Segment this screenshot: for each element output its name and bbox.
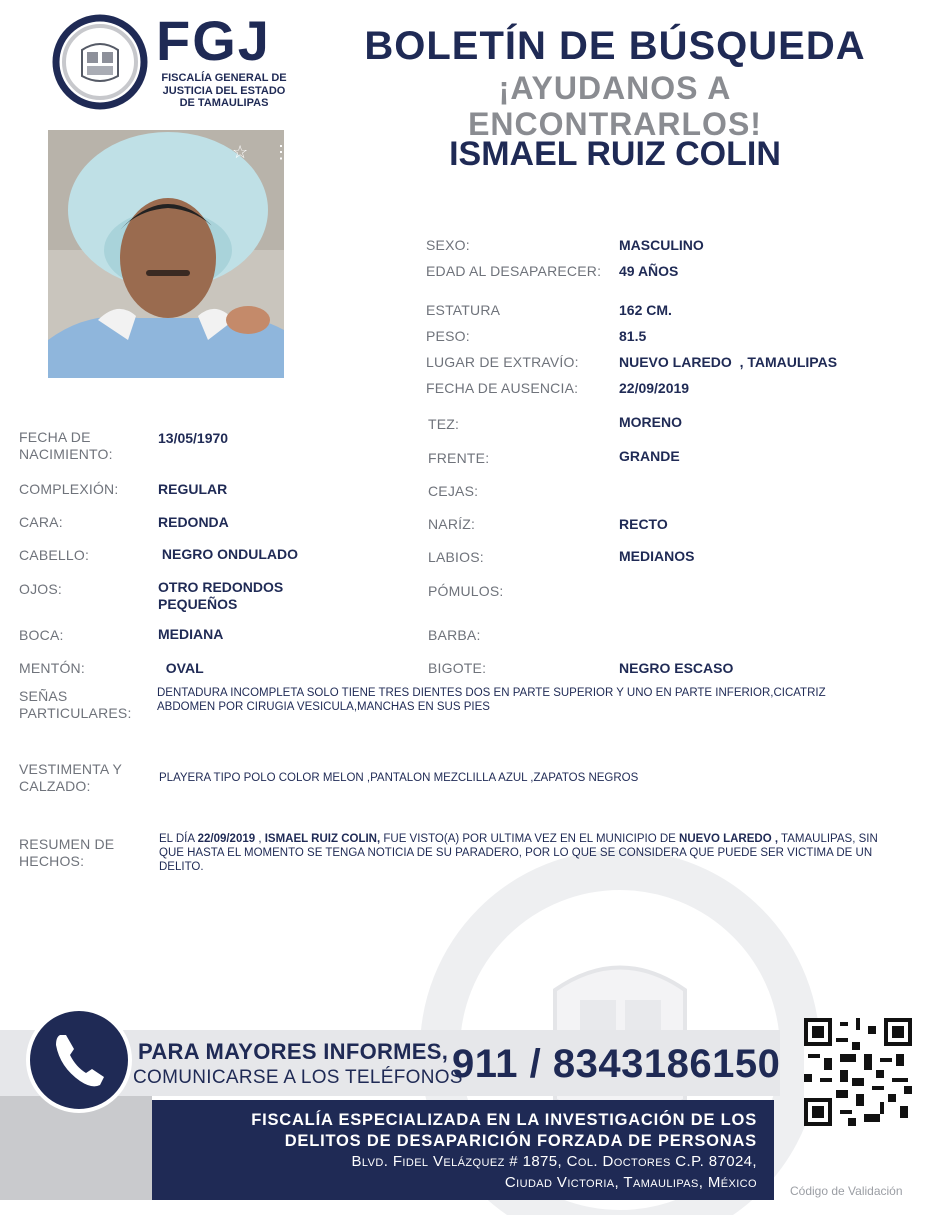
person-name: ISMAEL RUIZ COLIN bbox=[449, 135, 781, 173]
field-value-place: NUEVO LAREDO , TAMAULIPAS bbox=[619, 354, 838, 370]
logo-subtitle: FISCALÍA GENERAL DE JUSTICIA DEL ESTADO DE TAMAULIPAS bbox=[161, 72, 287, 109]
field-label-chin: MENTÓN: bbox=[19, 660, 85, 676]
field-value-hair: NEGRO ONDULADO bbox=[158, 546, 298, 562]
field-value-mouth: MEDIANA bbox=[158, 626, 224, 642]
field-value-sex: MASCULINO bbox=[619, 237, 704, 253]
field-label-face: CARA: bbox=[19, 514, 63, 530]
validation-code-label: Código de Validación bbox=[790, 1184, 903, 1198]
field-label-height: ESTATURA bbox=[426, 302, 501, 318]
bulletin-subtitle: ¡AYUDANOS A ENCONTRARLOS! bbox=[468, 70, 762, 142]
logo-text: FGJ bbox=[156, 9, 271, 72]
field-label-build: COMPLEXIÓN: bbox=[19, 481, 119, 497]
more-info-text: PARA MAYORES INFORMES, bbox=[138, 1039, 449, 1064]
office-name-line1: FISCALÍA ESPECIALIZADA EN LA INVESTIGACIÓN DE LOS bbox=[251, 1111, 757, 1129]
qr-code[interactable] bbox=[804, 1018, 912, 1126]
field-value-skin: MORENO bbox=[619, 414, 682, 430]
call-text: COMUNICARSE A LOS TELÉFONOS bbox=[133, 1067, 463, 1088]
summary-date: 22/09/2019 bbox=[197, 833, 256, 845]
summary-place: NUEVO LAREDO , bbox=[679, 833, 779, 845]
phone-numbers[interactable]: 911 / 8343186150 bbox=[452, 1042, 781, 1086]
summary-part: EL DÍA bbox=[159, 833, 198, 845]
field-value-age: 49 AÑOS bbox=[619, 263, 679, 279]
field-value-lips: MEDIANOS bbox=[619, 548, 695, 564]
summary-label: RESUMEN DE HECHOS: bbox=[19, 836, 115, 869]
star-icon: ☆ bbox=[232, 142, 249, 162]
summary-text bbox=[159, 832, 879, 874]
clothing-text: PLAYERA TIPO POLO COLOR MELON ,PANTALON MEZCLILLA AZUL ,ZAPATOS NEGROS bbox=[159, 772, 639, 784]
field-label-mouth: BOCA: bbox=[19, 627, 64, 643]
summary-part: FUE VISTO(A) POR ULTIMA VEZ EN EL MUNICIPIO DE bbox=[380, 833, 680, 845]
field-label-age: EDAD AL DESAPARECER: bbox=[426, 263, 602, 279]
summary-part: , bbox=[255, 833, 265, 845]
field-value-chin: OVAL bbox=[158, 660, 204, 676]
field-label-skin: TEZ: bbox=[428, 416, 460, 432]
field-label-nose: NARÍZ: bbox=[428, 516, 476, 532]
summary-name: ISMAEL RUIZ COLIN, bbox=[264, 833, 381, 845]
field-label-place: LUGAR DE EXTRAVÍO: bbox=[426, 354, 579, 370]
field-label-eyes: OJOS: bbox=[19, 581, 63, 597]
fgj-seal-logo bbox=[52, 14, 148, 110]
field-label-forehead: FRENTE: bbox=[428, 450, 490, 466]
field-value-forehead: GRANDE bbox=[619, 448, 680, 464]
field-value-eyes: OTRO REDONDOS PEQUEÑOS bbox=[158, 579, 284, 612]
field-label-cheekbones: PÓMULOS: bbox=[428, 583, 504, 599]
field-value-nose: RECTO bbox=[619, 516, 668, 532]
field-value-birth-date: 13/05/1970 bbox=[158, 430, 229, 446]
office-address-line2: Ciudad Victoria, Tamaulipas, México bbox=[504, 1174, 757, 1191]
field-label-hair: CABELLO: bbox=[19, 547, 90, 563]
field-label-beard: BARBA: bbox=[428, 627, 481, 643]
field-value-absence-date: 22/09/2019 bbox=[619, 380, 690, 396]
field-label-weight: PESO: bbox=[426, 328, 470, 344]
field-value-mustache: NEGRO ESCASO bbox=[619, 660, 734, 676]
more-vertical-icon: ⋮ bbox=[272, 142, 290, 162]
clothing-label: VESTIMENTA Y CALZADO: bbox=[19, 761, 122, 794]
field-label-birth-date: FECHA DE NACIMIENTO: bbox=[19, 429, 113, 462]
field-value-build: REGULAR bbox=[158, 481, 228, 497]
marks-text: DENTADURA INCOMPLETA SOLO TIENE TRES DIENTES DOS EN PARTE SUPERIOR Y UNO EN PARTE INFERIOR,CICATRIZ ABDOMEN POR CIRUGIA VESICULA,MANCHAS EN SUS PIES bbox=[157, 687, 826, 713]
summary-part: TAMAULIPAS, SIN QUE HASTA EL MOMENTO SE TENGA NOTICIA DE SU PARADERO, POR LO QUE SE CONSIDERA QUE PUEDE SER VICTIMA DE UN DELITO. bbox=[159, 833, 878, 873]
field-label-absence-date: FECHA DE AUSENCIA: bbox=[426, 380, 579, 396]
phone-icon bbox=[26, 1007, 132, 1113]
field-label-sex: SEXO: bbox=[426, 237, 470, 253]
person-photo bbox=[48, 130, 290, 378]
marks-label: SEÑAS PARTICULARES: bbox=[19, 688, 132, 721]
field-label-mustache: BIGOTE: bbox=[428, 660, 487, 676]
field-label-lips: LABIOS: bbox=[428, 549, 484, 565]
bulletin-title: BOLETÍN DE BÚSQUEDA bbox=[364, 24, 866, 68]
office-address-line1: Blvd. Fidel Velázquez # 1875, Col. Doctores C.P. 87024, bbox=[351, 1153, 757, 1170]
office-name-line2: DELITOS DE DESAPARICIÓN FORZADA DE PERSONAS bbox=[284, 1132, 757, 1150]
field-label-eyebrows: CEJAS: bbox=[428, 483, 479, 499]
field-value-weight: 81.5 bbox=[619, 328, 647, 344]
field-value-height: 162 CM. bbox=[619, 302, 672, 318]
field-value-face: REDONDA bbox=[158, 514, 229, 530]
